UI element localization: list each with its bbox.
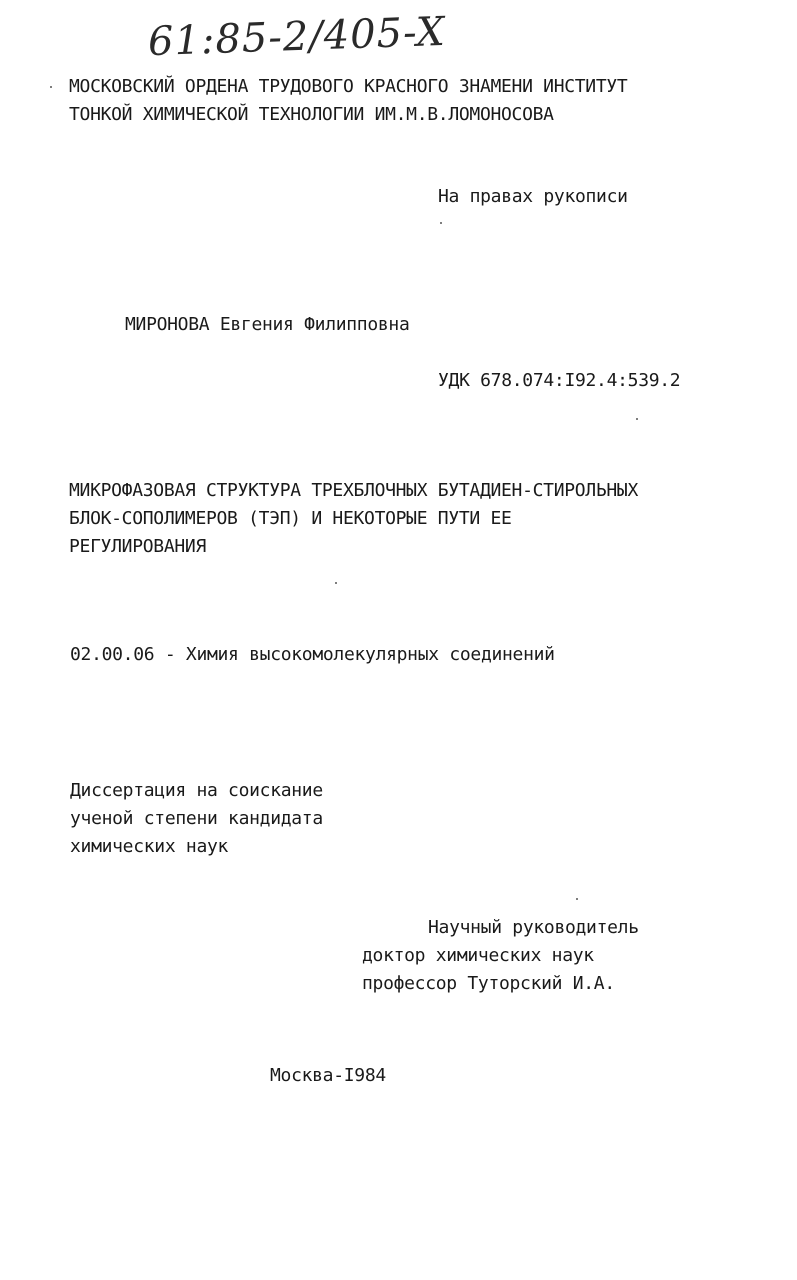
title-line-3: РЕГУЛИРОВАНИЯ <box>69 536 206 557</box>
dissertation-line-1: Диссертация на соискание <box>70 780 323 801</box>
handwritten-catalog-code: 61:85-2/405-X <box>147 8 447 66</box>
supervisor-line-3: профессор Туторский И.А. <box>362 973 615 994</box>
specialty-code: 02.00.06 - Химия высокомолекулярных соединений <box>70 644 555 665</box>
institute-line-2: ТОНКОЙ ХИМИЧЕСКОЙ ТЕХНОЛОГИИ ИМ.М.В.ЛОМОНОСОВА <box>69 104 554 125</box>
scan-speck <box>335 582 337 584</box>
udc-code: УДК 678.074:I92.4:539.2 <box>438 370 681 391</box>
rights-note: На правах рукописи <box>438 186 628 207</box>
scan-speck <box>576 898 578 900</box>
place-year: Москва-I984 <box>270 1065 386 1086</box>
dissertation-line-3: химических наук <box>70 836 229 857</box>
supervisor-line-1: Научный руководитель <box>428 917 639 938</box>
dissertation-line-2: ученой степени кандидата <box>70 808 323 829</box>
scan-speck <box>636 418 638 420</box>
title-line-1: МИКРОФАЗОВАЯ СТРУКТУРА ТРЕХБЛОЧНЫХ БУТАДИЕН-СТИРОЛЬНЫХ <box>69 480 638 501</box>
supervisor-line-2: доктор химических наук <box>362 945 594 966</box>
author-name: МИРОНОВА Евгения Филипповна <box>125 314 410 335</box>
title-line-2: БЛОК-СОПОЛИМЕРОВ (ТЭП) И НЕКОТОРЫЕ ПУТИ ЕЕ <box>69 508 512 529</box>
institute-line-1: МОСКОВСКИЙ ОРДЕНА ТРУДОВОГО КРАСНОГО ЗНАМЕНИ ИНСТИТУТ <box>69 76 628 97</box>
scan-speck <box>440 222 442 224</box>
scan-speck <box>50 86 52 88</box>
